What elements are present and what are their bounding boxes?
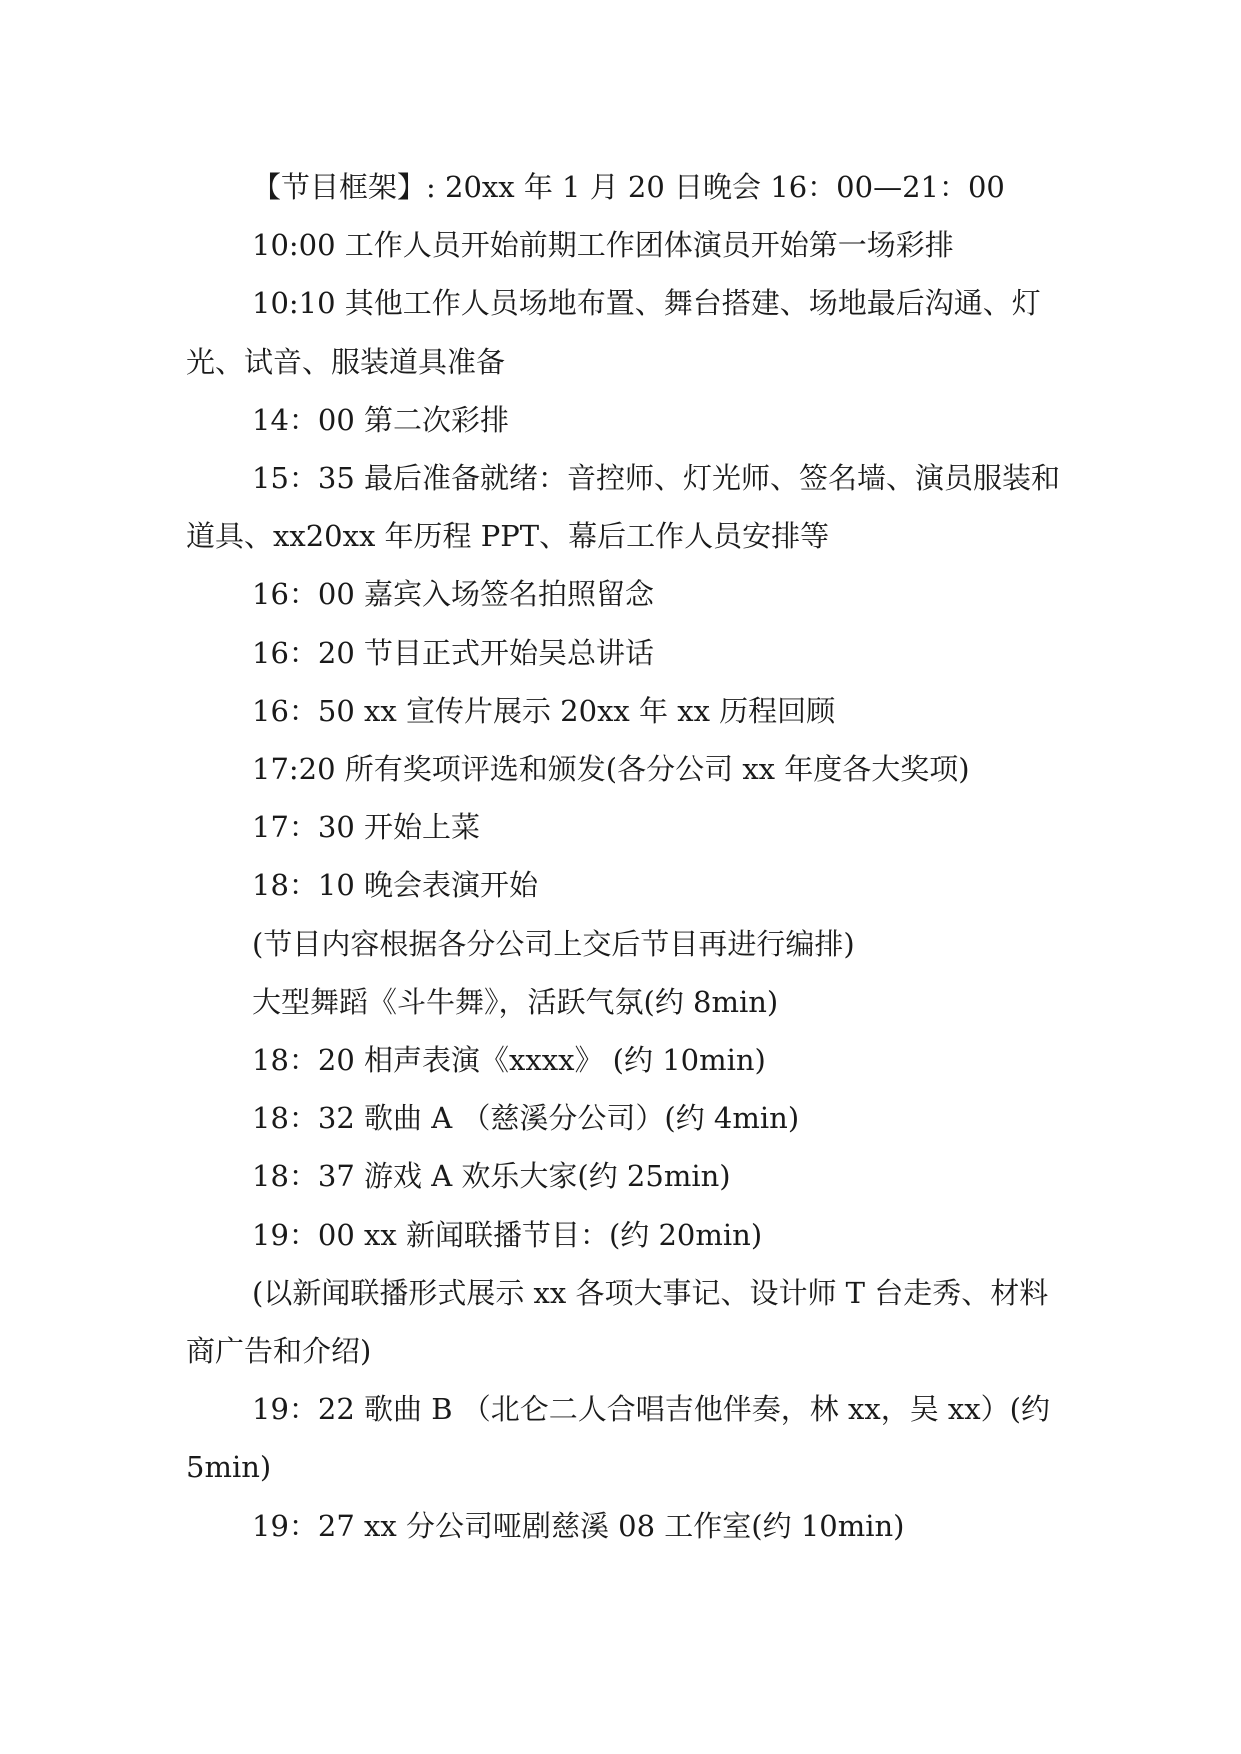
schedule-item-1837: 18：37 游戏 A 欢乐大家(约 25min) <box>252 1159 731 1194</box>
schedule-item-1820: 18：20 相声表演《xxxx》 (约 10min) <box>252 1043 766 1078</box>
schedule-item-1000: 10:00 工作人员开始前期工作团体演员开始第一场彩排 <box>252 228 954 263</box>
news-program-note: (以新闻联播形式展示 xx 各项大事记、设计师 T 台走秀、材料商广告和介绍) <box>186 1275 1049 1369</box>
schedule-item-1900: 19：00 xx 新闻联播节目：(约 20min) <box>252 1217 763 1252</box>
program-dance: 大型舞蹈《斗牛舞》，活跃气氛(约 8min) <box>252 984 779 1019</box>
schedule-item-1720: 17:20 所有奖项评选和颁发(各分公司 xx 年度各大奖项) <box>252 752 970 787</box>
schedule-item-1010: 10:10 其他工作人员场地布置、舞台搭建、场地最后沟通、灯光、试音、服装道具准备 <box>186 286 1041 379</box>
schedule-item-1810: 18：10 晚会表演开始 <box>252 868 539 903</box>
program-note: (节目内容根据各分公司上交后节目再进行编排) <box>252 926 855 961</box>
schedule-item-1922: 19：22 歌曲 B （北仑二人合唱吉他伴奏，林 xx，吴 xx）(约 5min) <box>186 1392 1050 1485</box>
program-framework-heading: 【节目框架】: 20xx 年 1 月 20 日晚会 16：00—21：00 <box>252 170 1005 204</box>
document-body <box>186 158 1066 1555</box>
schedule-item-1832: 18：32 歌曲 A （慈溪分公司）(约 4min) <box>252 1101 800 1136</box>
schedule-item-1535: 15：35 最后准备就绪：音控师、灯光师、签名墙、演员服装和道具、xx20xx 年历程 PPT、幕后工作人员安排等 <box>186 461 1061 554</box>
schedule-item-1600: 16：00 嘉宾入场签名拍照留念 <box>252 577 655 612</box>
schedule-item-1620: 16：20 节目正式开始吴总讲话 <box>252 635 655 670</box>
schedule-item-1650: 16：50 xx 宣传片展示 20xx 年 xx 历程回顾 <box>252 693 836 728</box>
schedule-item-1730: 17：30 开始上菜 <box>252 810 481 845</box>
schedule-item-1927: 19：27 xx 分公司哑剧慈溪 08 工作室(约 10min) <box>252 1508 905 1543</box>
schedule-item-1400: 14：00 第二次彩排 <box>252 402 510 437</box>
